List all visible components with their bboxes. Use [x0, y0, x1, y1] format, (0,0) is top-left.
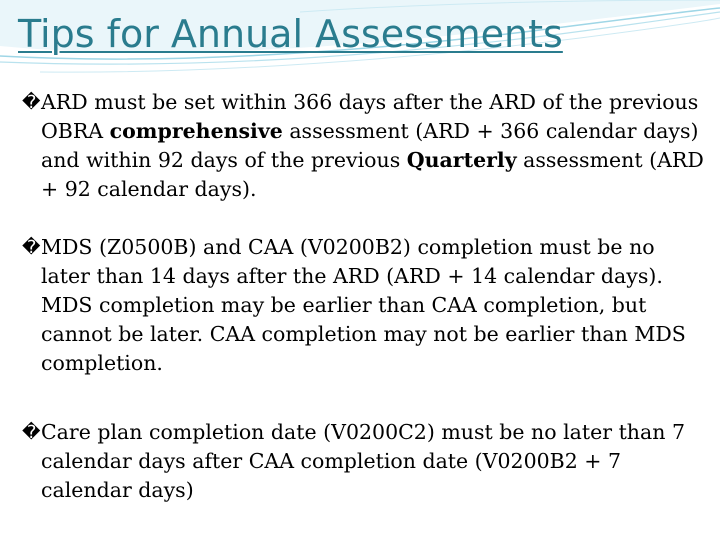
bullet-bold-text: comprehensive: [109, 119, 283, 143]
bullet-text: ARD must be set within 366 days after the ARD of the previous OBRA: [41, 90, 699, 143]
bullet-text: assessment (ARD + 366 calendar days) and within 92 days of the previous: [41, 119, 699, 172]
bullet-text: Care plan completion date (V0200C2) must be no later than 7 calendar days after CAA completion date (V0200B2 + 7 calendar days): [41, 420, 685, 502]
bullet-marker-icon: �: [22, 237, 41, 258]
bullet-text: MDS (Z0500B) and CAA (V0200B2) completion must be no later than 14 days after the ARD (ARD + 14 calendar days). MDS completion may be earlier than CAA completion, but cannot be later. CAA completion may not be earlier than MDS completion.: [41, 235, 686, 375]
bullet-item-care-plan: [22, 418, 704, 505]
bullet-item-mds-caa: [22, 233, 704, 378]
bullet-marker-icon: �: [22, 92, 41, 113]
bullet-bold-text: Quarterly: [406, 148, 517, 172]
slide-title: Tips for Annual Assessments: [18, 12, 563, 56]
bullet-text: assessment (ARD + 92 calendar days).: [41, 148, 704, 201]
bullet-item-ard: [22, 88, 704, 204]
bullet-list: [22, 88, 704, 505]
bullet-marker-icon: �: [22, 422, 41, 443]
